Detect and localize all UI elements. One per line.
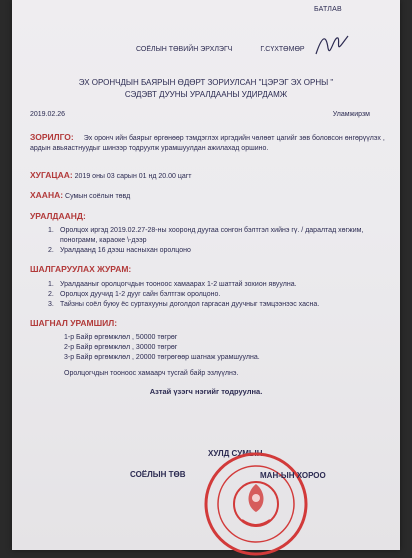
prize-heading: ШАГНАЛ УРАМШИЛ: [30,318,118,328]
list-item [48,226,392,246]
list-number: 1. [48,281,54,288]
time-heading: ХУГАЦАА: [30,170,73,180]
time-text: 2019 оны 03 сарын 01 нд 20.00 цагт [74,173,192,180]
document-page [12,0,400,550]
list-number: 2. [48,291,54,298]
list-number: 3. [48,301,54,308]
prize-list [64,333,260,363]
where-section [30,190,130,202]
approval-position: СОЁЛЫН ТӨВИЙН ЭРХЛЭГЧ [136,46,233,53]
list-item [48,300,392,310]
list-text: Оролцох дуучид 1-2 дууг сайн бэлтгэж оролцоно. [60,291,221,298]
list-number: 2. [48,247,54,254]
list-item [48,290,392,300]
signature [312,30,352,60]
footer-left: СОЁЛЫН ТӨВ [130,470,186,479]
where-heading: ХААНА: [30,190,64,200]
closing-line: Азтай үзэгч нэгийг тодруулна. [149,387,263,396]
approval-name: Г.СҮХТӨМӨР [260,46,305,53]
goal-heading: ЗОРИЛГО: [30,132,74,142]
document-title-line1: ЭХ ОРОНЧДЫН БАЯРЫН ӨДӨРТ ЗОРИУЛСАН "ЦЭРЭГ ЭХ ОРНЫ " [78,78,334,87]
judge-list [48,280,392,310]
document-place: Уламжирзм [332,111,370,118]
where-text: Сумын соёлын төвд [65,193,131,200]
footer-right-line2: МАН-ЫН ХОРОО [260,471,326,480]
prize-item: 3-р Байр өргөмжлөл , 20000 төгрөгөөр шагнаж урамшуулна. [64,354,260,361]
list-text: Оролцох иргэд 2019.02.27-28-ны хооронд дуугаа сонгон бэлтгэл хийнэ гү. / даралтад хөгжим, понограмм, караоке \-дээр [60,227,364,244]
list-text: Тайзны соёл буюу ёс суртахууны доголдол гаргасан дуучныг тэмцээнээс хасна. [60,301,320,308]
list-number: 1. [48,227,54,234]
approval-line [136,46,305,53]
official-seal [202,450,310,558]
contest-list [48,226,392,256]
list-item [48,246,392,256]
prize-item: 2-р Байр өргөмжлөл , 30000 төгрөг [64,344,178,351]
approval-title: БАТЛАВ [314,6,342,13]
contest-heading: УРАЛДААНД: [30,211,86,221]
prize-note: Оролцогчдын тооноос хамаарч тусгай байр эзлүүлнэ. [64,370,239,377]
list-text: Уралдаанд 16 дээш насныхан оролцоно [60,247,191,254]
document-title-line2: СЭДЭВТ ДУУНЫ УРАЛДААНЫ УДИРДАМЖ [124,90,288,99]
list-item [48,280,392,290]
judge-heading: ШАЛГАРУУЛАХ ЖУРАМ: [30,264,132,274]
goal-section [30,132,390,154]
list-text: Уралдааныг оролцогчдын тооноос хамаарах 1-2 шаттай зохион явуулна. [60,281,297,288]
prize-item: 1-р Байр өргөмжлөл , 50000 төгрөг [64,334,178,341]
document-date: 2019.02.26 [30,111,66,118]
time-section [30,170,192,182]
goal-text: Эх оронч ийн баярыг өргөнөөр тэмдэглэх иргэдийн чөлөөт цагийг зөв боловсон өнгөрүүлэх , ардын авьяастнуудыг шинээр тодруулж урамшуулдан ажилахад оршино. [30,135,385,152]
footer-right-line1: ХУЛД СУМЫН [208,449,263,458]
